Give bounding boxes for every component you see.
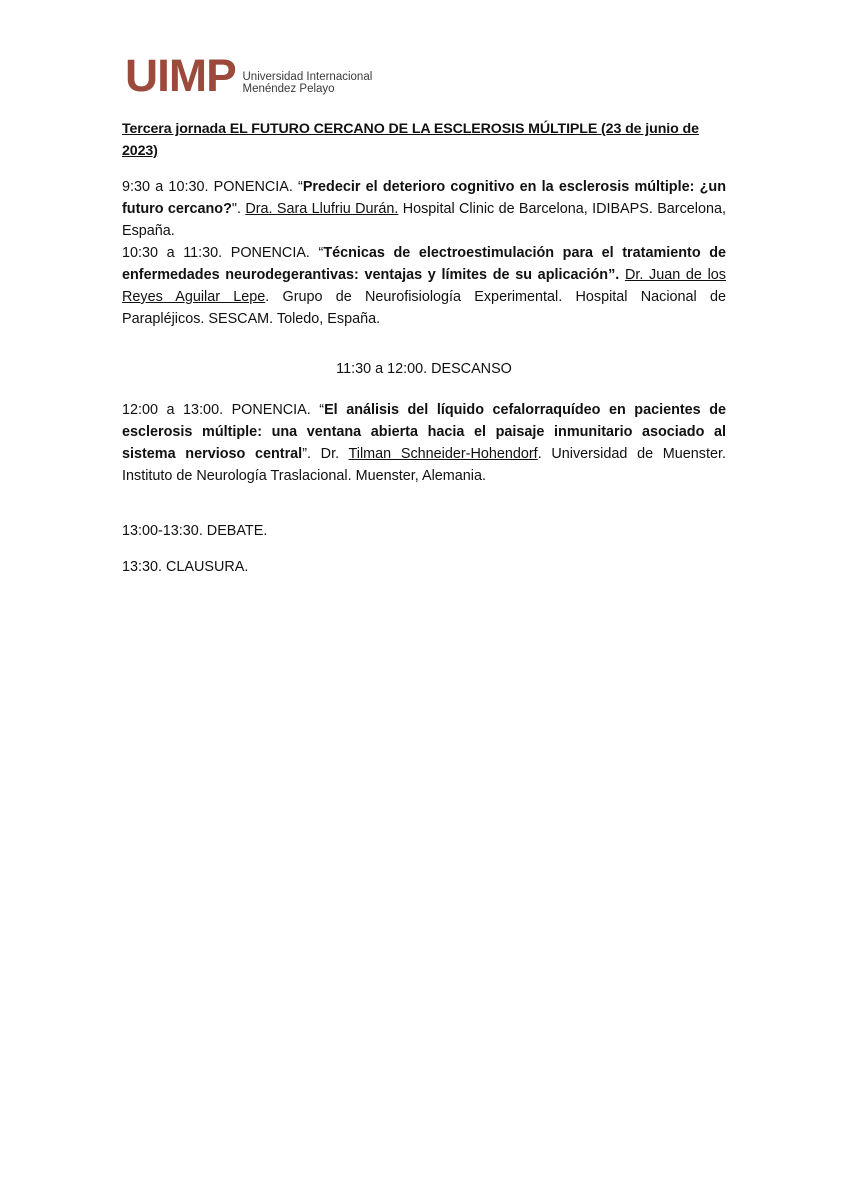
break-item: 11:30 a 12:00. DESCANSO [336,361,512,377]
logo-mark: UIMP [125,50,236,101]
session-3-after-talk: ”. Dr. [302,446,349,462]
uimp-logo [125,50,373,101]
session-3-affiliation: . Universidad de Muenster. Instituto de Neurología Traslacional. Muenster, Alemania. [122,446,726,484]
logo-line-1: Universidad Internacional [242,71,373,83]
session-1-affiliation: Hospital Clinic de Barcelona, IDIBAPS. Barcelona, España. [122,201,726,239]
session-1-speaker: Dra. Sara Llufriu Durán. [245,201,399,217]
logo-line-2: Menéndez Pelayo [242,83,335,95]
session-1-talk: Predecir el deterioro cognitivo en la esclerosis múltiple: ¿un futuro cercano? [122,179,726,217]
session-1 [122,176,726,242]
session-3-talk: El análisis del líquido cefalorraquídeo en pacientes de esclerosis múltiple: una ventana abierta hacia el paisaje inmunitario asociado al sistema nervioso central [122,402,727,462]
session-2-speaker: Dr. Juan de los Reyes Aguilar Lepe [122,267,726,305]
debate-item: 13:00-13:30. DEBATE. [122,523,268,539]
session-2-talk: Técnicas de electroestimulación para el tratamiento de enfermedades neurodegerantivas: ventajas y límites de su aplicación”. [122,245,727,283]
session-1-after-talk: ". [231,201,246,217]
session-3-speaker: Tilman Schneider-Hohendorf [348,446,538,462]
document-content [122,118,727,575]
session-2-time: 10:30 a 11:30. PONENCIA. “ [122,245,324,261]
closing-item: 13:30. CLAUSURA. [122,559,249,575]
session-2-affiliation: . Grupo de Neurofisiología Experimental. Hospital Nacional de Parapléjicos. SESCAM. Toledo, España. [122,289,726,327]
session-3 [122,399,726,487]
session-3-time: 12:00 a 13:00. PONENCIA. “ [122,402,325,418]
page-title: Tercera jornada EL FUTURO CERCANO DE LA ESCLEROSIS MÚLTIPLE (23 de junio de 2023) [122,121,699,159]
session-1-time: 9:30 a 10:30. PONENCIA. “ [122,179,303,195]
logo-text [243,71,373,95]
session-2 [122,242,726,330]
